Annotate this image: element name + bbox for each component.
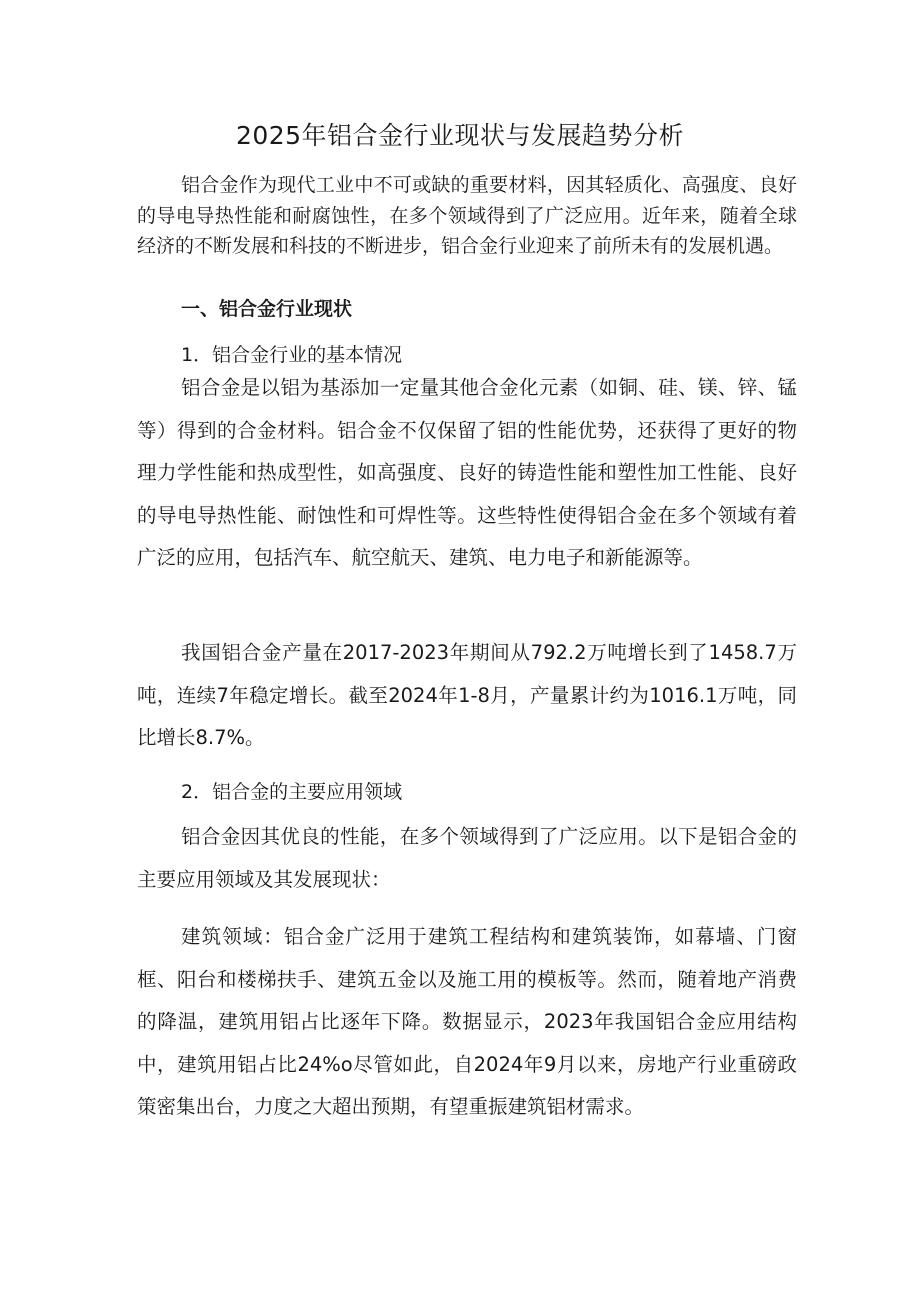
paragraph-production: 我国铝合金产量在2017-2023年期间从792.2万吨增长到了1458.7万吨，连续7年稳定增长。截至2024年1-8月，产量累计约为1016.1万吨，同比增长8.7%。: [137, 641, 797, 749]
section-heading-1: 一、铝合金行业现状: [181, 298, 353, 320]
document-title: 2025年铝合金行业现状与发展趋势分析: [235, 121, 685, 150]
paragraph-basic-info: 铝合金是以铝为基添加一定量其他合金化元素（如铜、硅、镁、锌、锰等）得到的合金材料。铝合金不仅保留了铝的性能优势，还获得了更好的物理力学性能和热成型性，如高强度、良好的铸造性能和塑性加工性能、良好的导电导热性能、耐蚀性和可焊性等。这些特性使得铝合金在多个领域有着广泛的应用，包括汽车、航空航天、建筑、电力电子和新能源等。: [137, 376, 797, 569]
paragraph-construction: 建筑领域：铝合金广泛用于建筑工程结构和建筑装饰，如幕墙、门窗框、阳台和楼梯扶手、建筑五金以及施工用的模板等。然而，随着地产消费的降温，建筑用铝占比逐年下降。数据显示，2023年我国铝合金应用结构中，建筑用铝占比24%o尽管如此，自2024年9月以来，房地产行业重磅政策密集出台，力度之大超出预期，有望重振建筑铝材需求。: [137, 925, 797, 1118]
subsection-heading-1: 1．铝合金行业的基本情况: [181, 344, 403, 366]
paragraph-applications: 铝合金因其优良的性能，在多个领域得到了广泛应用。以下是铝合金的主要应用领域及其发展现状：: [137, 825, 797, 891]
intro-paragraph: 铝合金作为现代工业中不可或缺的重要材料，因其轻质化、高强度、良好的导电导热性能和耐腐蚀性，在多个领域得到了广泛应用。近年来，随着全球经济的不断发展和科技的不断进步，铝合金行业迎来了前所未有的发展机遇。: [137, 174, 797, 257]
subsection-heading-2: 2．铝合金的主要应用领域: [181, 781, 403, 803]
